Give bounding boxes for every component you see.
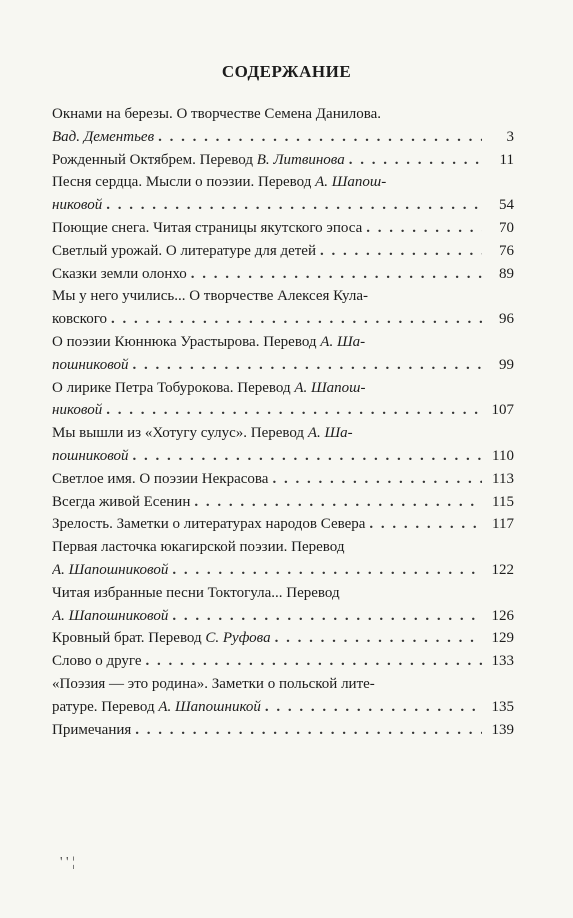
toc-entry [52,471,514,494]
toc-entry [52,630,514,653]
toc-author-text: А. Шапош- [294,379,366,396]
toc-entry [52,152,514,175]
toc-line [52,106,514,129]
toc-title-text: Слово о друге [52,653,142,670]
toc-title-text: Песня сердца. Мысли о поэзии. Перевод [52,174,316,191]
toc-author-text: С. Руфова [205,630,271,647]
page-number: 96 [499,311,514,328]
toc-line [52,585,514,608]
toc-line [52,220,514,243]
dot-leader [111,311,482,328]
dot-leader [194,494,482,511]
page-number: 135 [491,698,514,715]
toc-title-text: Читая избранные песни Токтогула... Перевод [52,584,340,601]
page-number: 3 [506,128,514,145]
page-number: 117 [492,516,514,533]
dot-leader [106,197,482,214]
page-number: 139 [491,721,514,738]
toc-entry [52,220,514,243]
toc-line [52,562,514,585]
toc-title-text: О поэзии Кюннюка Урастырова. Перевод [52,333,321,350]
page-number: 107 [491,402,514,419]
toc-entry [52,106,514,152]
toc-line [52,311,514,334]
toc-line [52,471,514,494]
toc-line [52,129,514,152]
toc-entry [52,334,514,380]
toc-line [52,539,514,562]
toc-line [52,630,514,653]
dot-leader [172,562,482,579]
page-number: 133 [491,653,514,670]
table-of-contents [52,106,514,744]
page-number: 54 [499,197,514,214]
toc-author-text: никовой [52,402,103,419]
toc-title-text: Первая ласточка юкагирской поэзии. Перевод [52,539,345,556]
toc-entry [52,266,514,289]
toc-title-text: Светлый урожай. О литературе для детей [52,242,316,259]
toc-entry [52,243,514,266]
toc-entry [52,494,514,517]
toc-entry [52,722,514,745]
toc-line [52,357,514,380]
toc-title-text: Мы вышли из «Хотугу сулус». Перевод [52,425,308,442]
toc-entry [52,676,514,722]
dot-leader [272,471,482,488]
dot-leader [275,630,482,647]
toc-line [52,402,514,425]
toc-title-text: Примечания [52,721,132,738]
toc-author-text: Вад. Дементьев [52,128,155,145]
dot-leader [158,129,482,146]
page-number: 122 [491,561,514,578]
toc-line [52,152,514,175]
toc-title-text: ковского [52,311,107,328]
toc-line [52,516,514,539]
dot-leader [366,220,482,237]
toc-author-text: пошниковой [52,356,129,373]
page-number: 115 [492,493,514,510]
toc-line [52,380,514,403]
toc-title-text: Светлое имя. О поэзии Некрасова [52,470,269,487]
toc-title-text: Мы у него учились... О творчестве Алексея Кула- [52,288,369,305]
dot-leader [191,266,482,283]
page-title: СОДЕРЖАНИЕ [221,62,352,81]
toc-line [52,699,514,722]
toc-entry [52,585,514,631]
page-number: 126 [491,607,514,624]
dot-leader [349,152,482,169]
toc-title-text: «Поэзия — это родина». Заметки о польской лите- [52,675,375,692]
toc-title-text: Зрелость. Заметки о литературах народов Севера [52,516,366,533]
page-mark: ' ' ¦ [60,855,75,870]
toc-line [52,608,514,631]
toc-title-text: Сказки земли олонхо [52,265,187,282]
toc-line [52,174,514,197]
toc-entry [52,539,514,585]
dot-leader [133,448,482,465]
toc-author-text: А. Шапошниковой [52,607,169,624]
toc-title-text: Рожденный Октябрем. Перевод [52,151,257,168]
page-number: 129 [491,630,514,647]
toc-line [52,288,514,311]
dot-leader [135,722,482,739]
toc-entry [52,288,514,334]
toc-author-text: А. Шапошникой [158,698,261,715]
toc-line [52,266,514,289]
toc-author-text: А. Ша- [320,333,366,350]
toc-line [52,334,514,357]
toc-entry [52,516,514,539]
toc-author-text: В. Литвинова [256,151,345,168]
page-number: 99 [499,356,514,373]
toc-title-text: О лирике Петра Тобурокова. Перевод [52,379,295,396]
toc-entry [52,653,514,676]
toc-author-text: А. Шапошниковой [52,561,169,578]
page-number: 113 [492,470,514,487]
toc-title-text: Поющие снега. Читая страницы якутского эпоса [52,219,363,236]
toc-line [52,243,514,266]
page-number: 110 [492,447,514,464]
toc-line [52,653,514,676]
toc-line [52,494,514,517]
toc-author-text: пошниковой [52,447,129,464]
toc-author-text: А. Ша- [307,425,353,442]
toc-title-text: Окнами на березы. О творчестве Семена Данилова. [52,106,382,122]
toc-line [52,197,514,220]
toc-line [52,448,514,471]
toc-title-text: ратуре. Перевод [52,698,159,715]
toc-author-text: А. Шапош- [315,174,387,191]
dot-leader [369,516,482,533]
toc-entry [52,380,514,426]
dot-leader [265,699,482,716]
page-number: 76 [499,242,514,259]
dot-leader [146,653,482,670]
toc-entry [52,425,514,471]
toc-author-text: никовой [52,197,103,214]
dot-leader [106,402,482,419]
dot-leader [172,608,482,625]
toc-title-text: Кровный брат. Перевод [52,630,206,647]
dot-leader [320,243,482,260]
toc-line [52,425,514,448]
toc-entry [52,174,514,220]
toc-line [52,722,514,745]
toc-line [52,676,514,699]
dot-leader [133,357,482,374]
page-number: 70 [499,219,514,236]
toc-title-text: Всегда живой Есенин [52,493,191,510]
page-number: 11 [499,151,514,168]
page-number: 89 [499,265,514,282]
